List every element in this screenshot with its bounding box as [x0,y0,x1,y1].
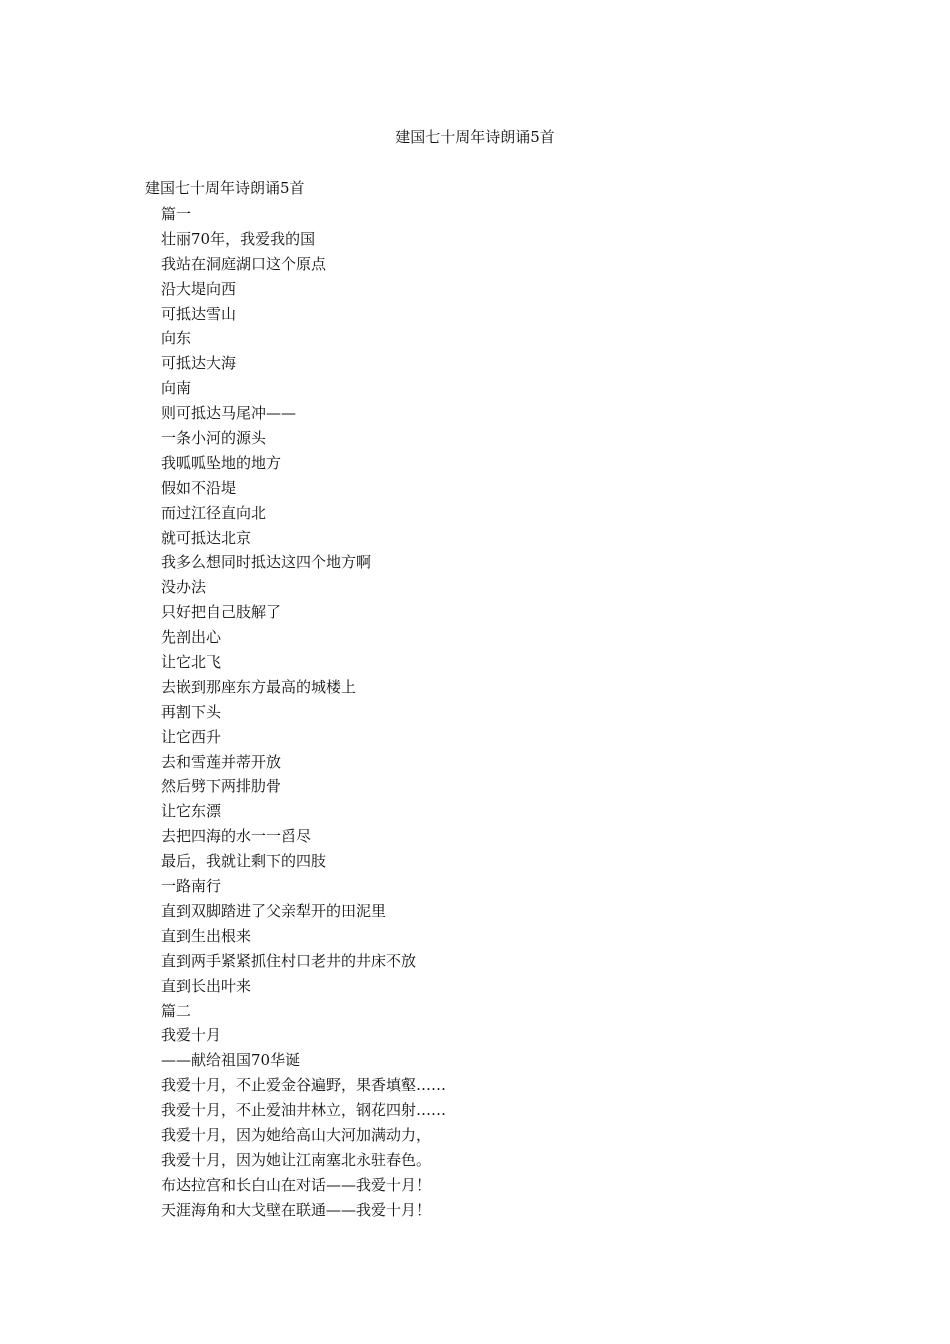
poem-line: 再割下头 [161,702,222,721]
poem-line: 去把四海的水一一舀尽 [161,827,312,846]
poem-line: 而过江径直向北 [161,503,267,522]
document-title: 建国七十周年诗朗诵5首 [395,128,555,146]
poem-line: 就可抵达北京 [161,528,252,547]
poem-line: 我爱十月，不止爱油井林立，钢花四射…… [161,1101,447,1120]
poem-line: 让它东漂 [161,802,222,821]
poem-line: 可抵达雪山 [161,304,237,323]
poem-line: 天涯海角和大戈壁在联通——我爱十月！ [161,1200,432,1219]
poem-line: 没办法 [161,578,207,597]
poem-line: 一路南行 [161,877,222,896]
poem-line: 我多么想同时抵达这四个地方啊 [161,553,372,572]
poem-line: 沿大堤向西 [161,279,237,298]
poem-line: 可抵达大海 [161,354,237,373]
poem-line: 我爱十月，不止爱金谷遍野，果香填壑…… [161,1076,447,1095]
poem-line: 布达拉宫和长白山在对话——我爱十月！ [161,1175,432,1194]
poem-line: 假如不沿堤 [161,478,237,497]
poem-line: 直到生出根来 [161,926,252,945]
poem-line: 我爱十月，因为她让江南塞北永驻春色。 [161,1150,432,1169]
poem-line: 直到两手紧紧抓住村口老井的井床不放 [161,951,417,970]
poem-line: 让它北飞 [161,653,222,672]
poem-line: 篇一 [161,205,192,223]
poem-line: 篇二 [161,1001,192,1020]
poem-line: 我呱呱坠地的地方 [161,453,282,472]
poem-text [161,202,446,1223]
poem-line: 去嵌到那座东方最高的城楼上 [161,677,357,696]
poem-line: 我爱十月，因为她给高山大河加满动力， [161,1125,432,1144]
poem-line: 让它西升 [161,727,222,746]
poem-line: 然后劈下两排肋骨 [161,777,282,796]
poem-line: 向南 [161,379,192,398]
poem-line: 最后，我就让剩下的四肢 [161,852,327,871]
poem-line: 向东 [161,329,192,348]
poem-line: 去和雪莲并蒂开放 [161,752,282,771]
poem-line: 则可抵达马尾冲—— [161,404,297,423]
poem-line: 壮丽70年，我爱我的国 [161,229,316,248]
poem-line: 先剖出心 [161,628,222,647]
poem-line: 直到长出叶来 [161,976,252,995]
poem-line: 我爱十月 [161,1026,222,1045]
poem-line: 我站在洞庭湖口这个原点 [161,254,327,273]
poem-line: ——献给祖国70华诞 [161,1051,301,1070]
poem-line: 直到双脚踏进了父亲犁开的田泥里 [161,901,387,920]
document-subtitle: 建国七十周年诗朗诵5首 [145,179,305,197]
poem-line: 一条小河的源头 [161,429,267,448]
poem-line: 只好把自己肢解了 [161,603,282,622]
